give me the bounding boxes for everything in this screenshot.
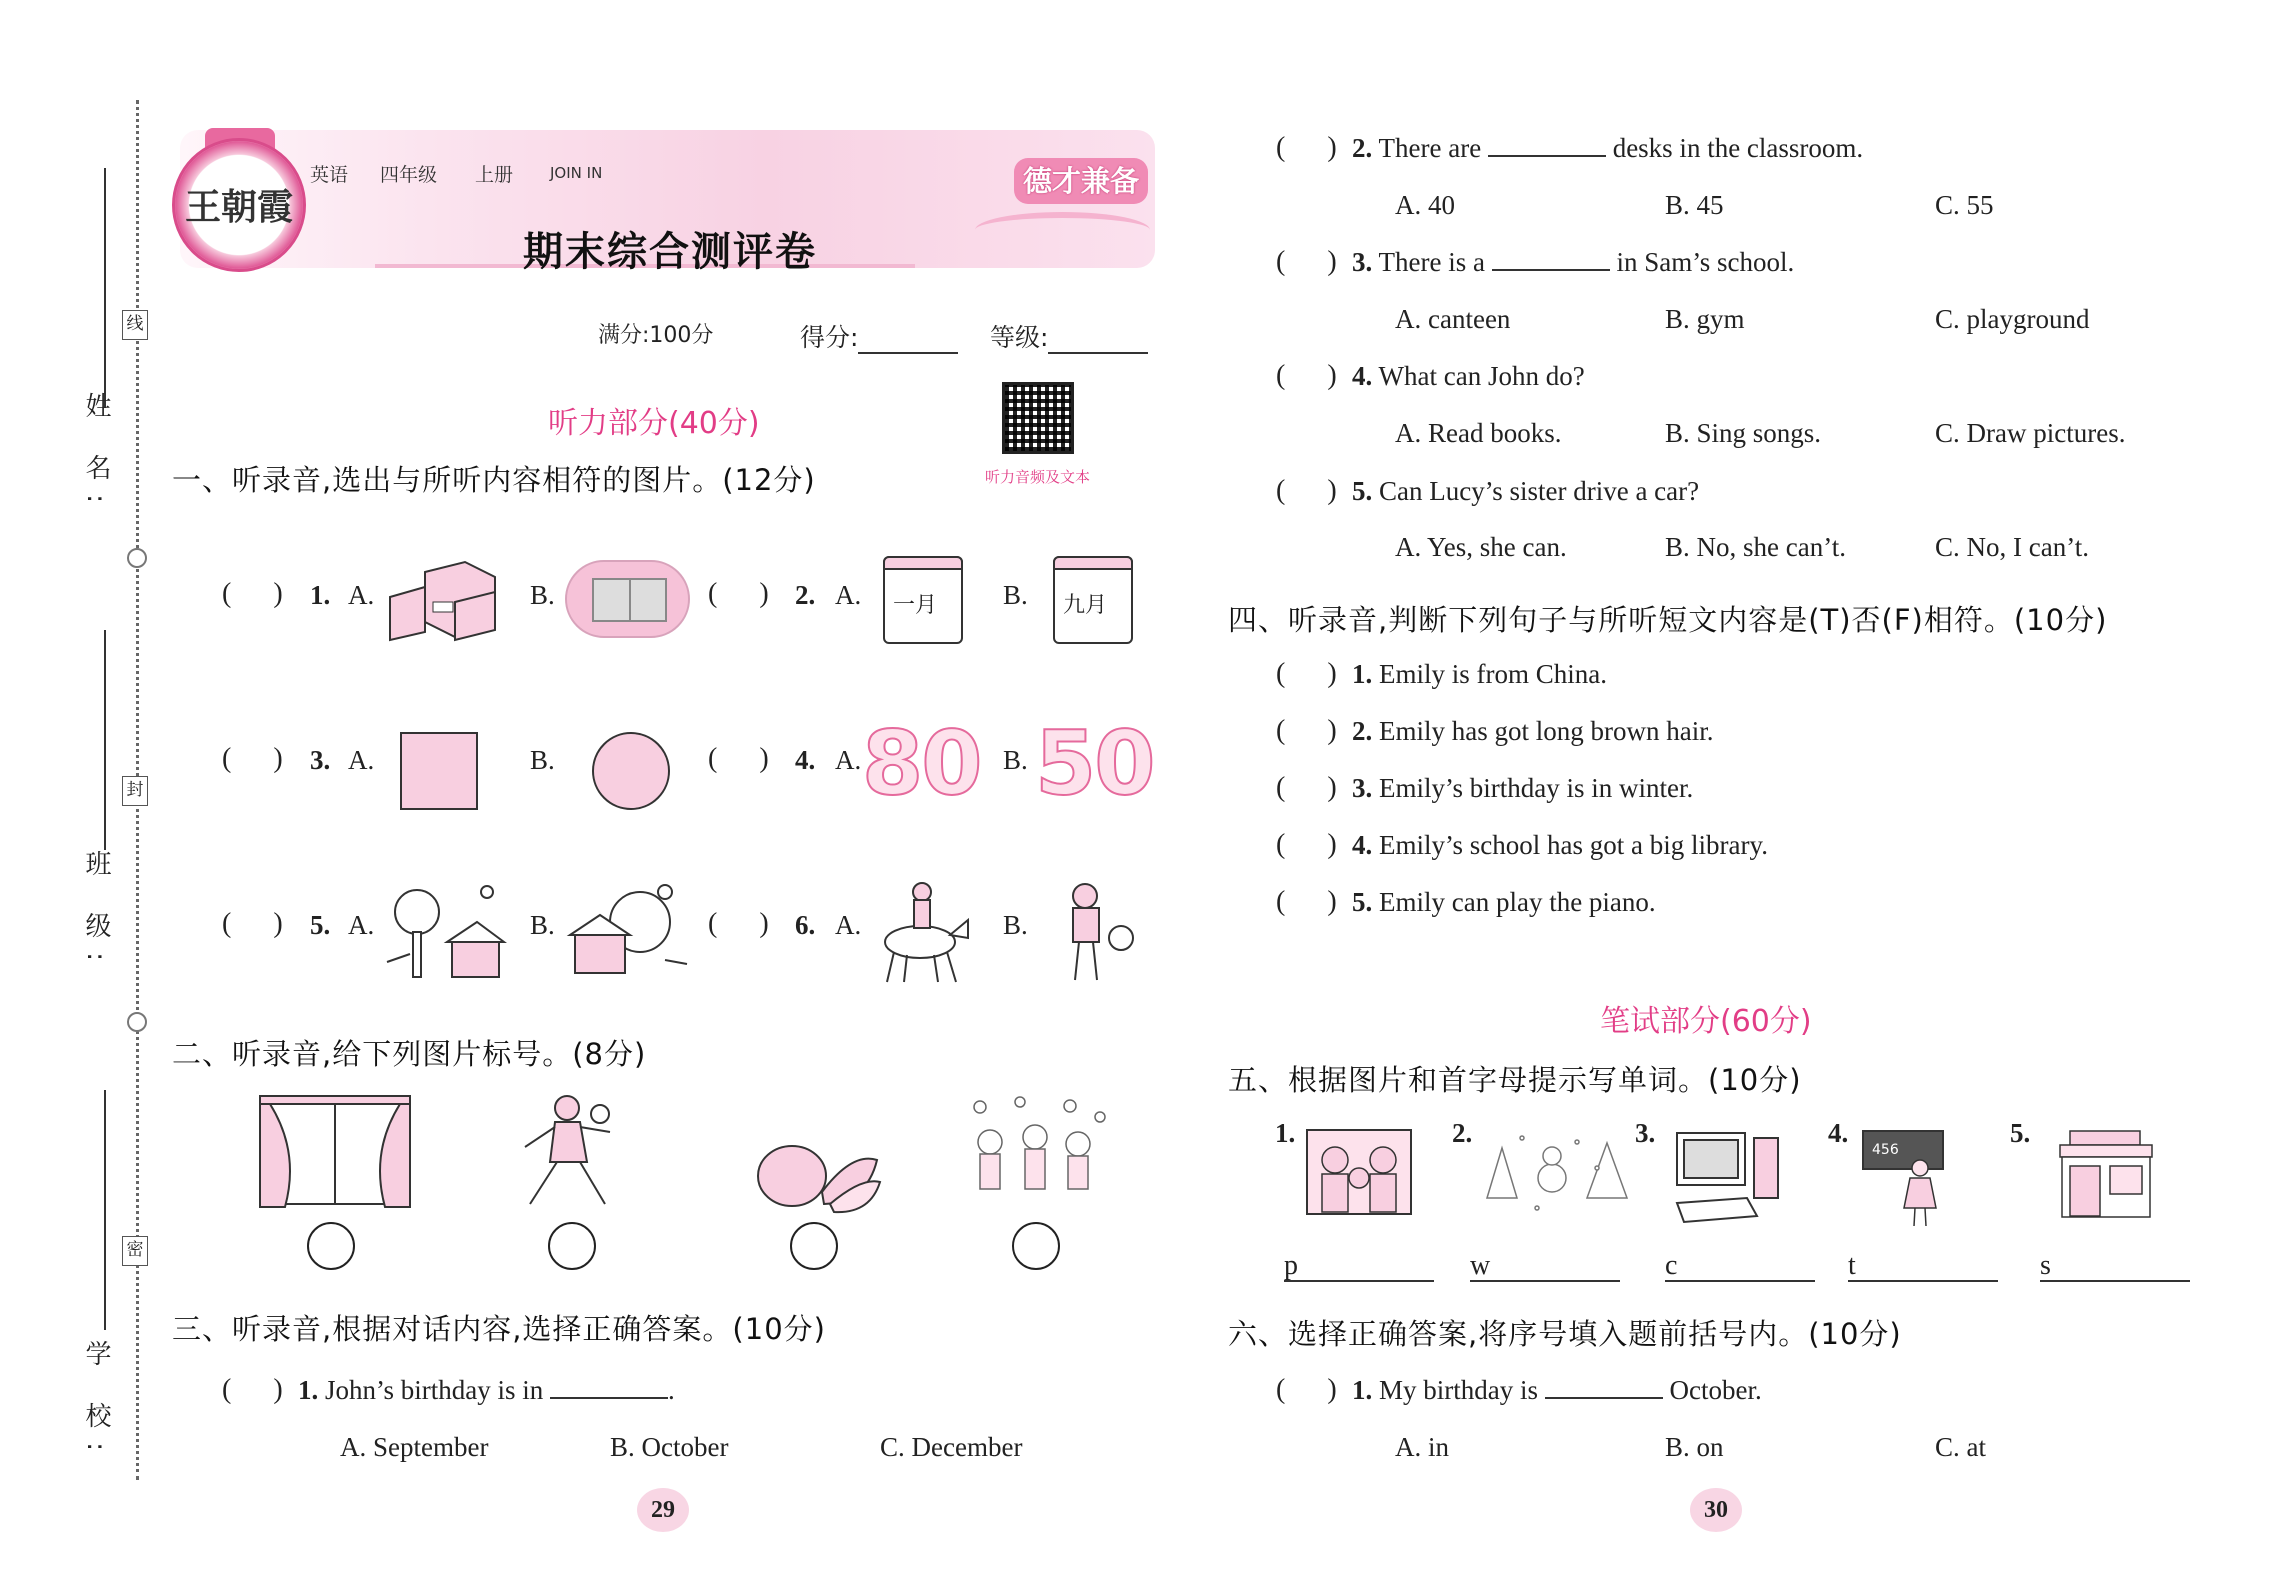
word-blank[interactable] [1665, 1280, 1815, 1282]
seal-box-seal: 封 [122, 776, 148, 806]
name-label: 姓 名: [81, 392, 111, 518]
statement-4-1: 1. Emily is from China. [1352, 659, 1607, 689]
page-number-left: 29 [637, 1488, 689, 1532]
question-3-2: 2. There are desks in the classroom. [1352, 133, 1864, 163]
answer-circle[interactable] [307, 1222, 355, 1270]
question-3-1: 1. John’s birthday is in . [298, 1375, 675, 1405]
full-score: 满分:100分 [598, 323, 714, 348]
word-blank[interactable] [2040, 1280, 2190, 1282]
option-a-label: A. [835, 910, 862, 940]
motto-badge: 德才兼备 [1014, 158, 1148, 204]
class-writing-line [104, 630, 106, 850]
writing-section-title: 笔试部分(60分) [1600, 1004, 1812, 1039]
section-2-heading: 二、听录音,给下列图片标号。(8分) [172, 1037, 647, 1071]
answer-paren[interactable]: ( ) [1276, 772, 1337, 803]
computer-picture [1672, 1128, 1784, 1226]
square-icon [400, 732, 478, 810]
answer-paren[interactable]: ( ) [222, 578, 283, 609]
section-6-heading: 六、选择正确答案,将序号填入题前括号内。(10分) [1228, 1317, 1902, 1351]
grade-label: 四年级 [380, 164, 438, 186]
children-party-picture [960, 1092, 1110, 1214]
answer-paren[interactable]: ( ) [1276, 1374, 1337, 1405]
logo-text: 王朝霞 [184, 186, 293, 228]
subject-label: 英语 [310, 164, 349, 186]
fruit-picture [752, 1132, 882, 1214]
answer-circle[interactable] [1012, 1222, 1060, 1270]
answer-paren[interactable]: ( ) [1276, 475, 1337, 506]
statement-4-3: 3. Emily’s birthday is in winter. [1352, 773, 1694, 803]
name-writing-line [104, 168, 106, 408]
calendar-icon: 九月 [1053, 556, 1133, 644]
question-number: 3. [310, 745, 331, 775]
number-80-picture: 80 [862, 712, 981, 815]
hint-letter: s [2040, 1250, 2051, 1281]
brand-logo [172, 138, 306, 272]
shop-picture [2050, 1126, 2162, 1224]
option-b-label: B. [530, 580, 555, 610]
question-number: 2. [795, 580, 816, 610]
teacher-picture [1900, 1158, 1940, 1228]
option-a-label: A. [348, 910, 375, 940]
answer-paren[interactable]: ( ) [708, 578, 769, 609]
answer-circle[interactable] [790, 1222, 838, 1270]
option-b-label: B. [530, 910, 555, 940]
class-label: 班 级: [81, 850, 111, 976]
blackboard-picture: 456 [1862, 1130, 1944, 1170]
option-b-label: B. [1003, 910, 1028, 940]
section-3-heading: 三、听录音,根据对话内容,选择正确答案。(10分) [172, 1312, 826, 1346]
question-6-1: 1. My birthday is October. [1352, 1375, 1762, 1405]
level-field[interactable] [990, 318, 1148, 354]
question-number: 5. [2010, 1118, 2031, 1148]
answer-circle[interactable] [548, 1222, 596, 1270]
footballer-picture [505, 1092, 635, 1214]
circle-icon [592, 732, 670, 810]
school-writing-line [104, 1090, 106, 1330]
answer-blank [550, 1377, 668, 1399]
calendar-icon: 一月 [883, 556, 963, 644]
option-a-label: A. [835, 580, 862, 610]
school-label: 学 校: [81, 1340, 111, 1466]
option-b: B. gym [1665, 304, 1745, 334]
soccer-field-icon [565, 560, 690, 638]
hint-letter: w [1470, 1250, 1491, 1281]
answer-paren[interactable]: ( ) [1276, 360, 1337, 391]
tree-behind-house-icon [565, 880, 690, 980]
question-number: 2. [1452, 1118, 1473, 1148]
option-a: A. Yes, she can. [1395, 532, 1567, 562]
answer-paren[interactable]: ( ) [1276, 658, 1337, 689]
option-a-label: A. [348, 745, 375, 775]
family-photo-picture [1305, 1128, 1413, 1216]
answer-paren[interactable]: ( ) [708, 743, 769, 774]
question-3-4: 4. What can John do? [1352, 361, 1585, 391]
answer-paren[interactable]: ( ) [1276, 886, 1337, 917]
option-a: A. 40 [1395, 190, 1455, 220]
statement-4-4: 4. Emily’s school has got a big library. [1352, 830, 1768, 860]
statement-4-5: 5. Emily can play the piano. [1352, 887, 1656, 917]
option-c: C. No, I can’t. [1935, 532, 2089, 562]
score-field[interactable] [800, 318, 958, 354]
section-1-heading: 一、听录音,选出与所听内容相符的图片。(12分) [172, 463, 816, 497]
option-b: B. Sing songs. [1665, 418, 1822, 448]
option-b: B. 45 [1665, 190, 1724, 220]
qr-caption: 听力音频及文本 [985, 468, 1091, 486]
option-b-label: B. [1003, 745, 1028, 775]
binding-hole [127, 548, 147, 568]
option-b-label: B. [530, 745, 555, 775]
answer-paren[interactable]: ( ) [1276, 715, 1337, 746]
section-4-heading: 四、听录音,判断下列句子与所听短文内容是(T)否(F)相符。(10分) [1228, 603, 2108, 637]
question-number: 5. [310, 910, 331, 940]
question-3-3: 3. There is a in Sam’s school. [1352, 247, 1795, 277]
volume-label: 上册 [475, 164, 514, 186]
section-5-heading: 五、根据图片和首字母提示写单词。(10分) [1228, 1063, 1802, 1097]
option-b: B. October [610, 1432, 729, 1462]
building-icon [385, 552, 500, 642]
option-c: C. playground [1935, 304, 2090, 334]
hint-letter: p [1284, 1250, 1298, 1281]
option-b: B. No, she can’t. [1665, 532, 1846, 562]
page-title: 期末综合测评卷 [523, 229, 817, 275]
option-c: C. Draw pictures. [1935, 418, 2126, 448]
seal-box-secret: 密 [122, 1236, 148, 1266]
option-a: A. Read books. [1395, 418, 1562, 448]
edition-label: JOIN IN [550, 164, 603, 182]
answer-paren[interactable]: ( ) [1276, 132, 1337, 163]
question-number: 1. [1275, 1118, 1296, 1148]
badge-swoosh [975, 212, 1150, 248]
tree-beside-house-icon [382, 882, 507, 982]
level-label: 等级: [990, 323, 1049, 352]
option-c: C. 55 [1935, 190, 1994, 220]
qr-code[interactable] [1002, 382, 1074, 454]
option-a-label: A. [835, 745, 862, 775]
window-curtains-picture [255, 1092, 415, 1214]
answer-paren[interactable]: ( ) [222, 743, 283, 774]
option-b: B. on [1665, 1432, 1724, 1462]
page-number-right: 30 [1690, 1488, 1742, 1532]
option-c: C. at [1935, 1432, 1986, 1462]
listening-section-title: 听力部分(40分) [548, 406, 760, 441]
answer-paren[interactable]: ( ) [222, 908, 283, 939]
answer-paren[interactable]: ( ) [222, 1374, 283, 1405]
hint-letter: t [1848, 1250, 1856, 1281]
girl-riding-horse-icon [872, 880, 972, 985]
binding-hole [127, 1012, 147, 1032]
question-number: 1. [310, 580, 331, 610]
word-blank[interactable] [1470, 1280, 1620, 1282]
hint-letter: c [1665, 1250, 1678, 1281]
answer-paren[interactable]: ( ) [1276, 829, 1337, 860]
question-number: 4. [1828, 1118, 1849, 1148]
option-c: C. December [880, 1432, 1023, 1462]
question-number: 4. [795, 745, 816, 775]
question-number: 6. [795, 910, 816, 940]
word-blank[interactable] [1848, 1280, 1998, 1282]
boy-with-bike-icon [1055, 880, 1135, 985]
question-number: 3. [1635, 1118, 1656, 1148]
option-a: A. canteen [1395, 304, 1511, 334]
answer-paren[interactable]: ( ) [708, 908, 769, 939]
winter-scene-picture [1482, 1128, 1632, 1216]
option-a: A. in [1395, 1432, 1449, 1462]
answer-paren[interactable]: ( ) [1276, 246, 1337, 277]
statement-4-2: 2. Emily has got long brown hair. [1352, 716, 1714, 746]
number-50-picture: 50 [1035, 712, 1154, 815]
seal-box-line: 线 [122, 310, 148, 340]
option-b-label: B. [1003, 580, 1028, 610]
question-3-5: 5. Can Lucy’s sister drive a car? [1352, 476, 1700, 506]
word-blank[interactable] [1284, 1280, 1434, 1282]
option-a-label: A. [348, 580, 375, 610]
score-label: 得分: [800, 323, 859, 352]
option-a: A. September [340, 1432, 489, 1462]
